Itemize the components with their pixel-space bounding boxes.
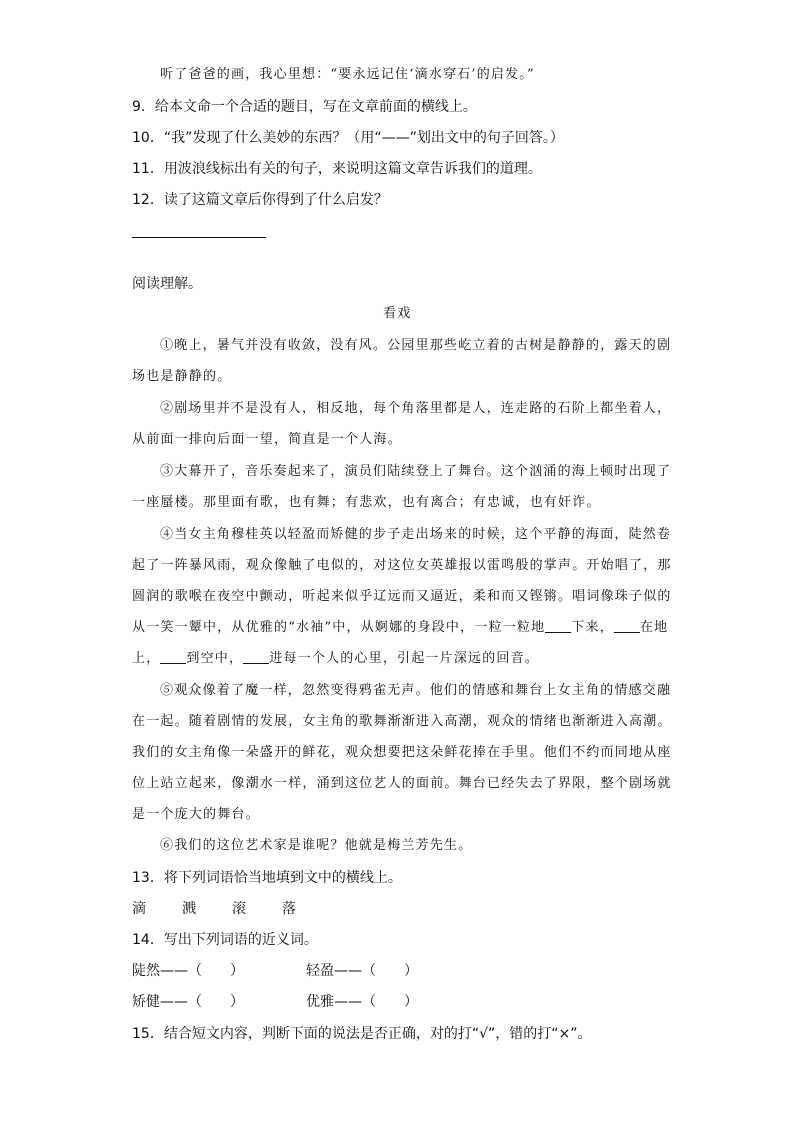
text-segment: 下来， — [571, 620, 614, 635]
article-title: 看戏 — [383, 306, 412, 321]
word-bank — [132, 899, 296, 919]
question-15: 15．结合短文内容，判断下面的说法是否正确，对的打“√”，错的打“×”。 — [132, 1026, 592, 1042]
paragraph-line: 场也是静静的。 — [132, 369, 232, 384]
paragraph-line: ⑥我们的这位艺术家是谁呢？他就是梅兰芳先生。 — [160, 838, 473, 853]
paragraph-line: 位上站立起来，像潮水一样，涌到这位艺人的面前。舞台已经失去了界限，整个剧场就 — [132, 776, 672, 791]
text-segment: 上， — [132, 651, 161, 666]
paragraph-line: 在一起。随着剧情的发展，女主角的歌舞渐渐进入高潮，观众的情绪也渐渐进入高潮。 — [132, 714, 672, 729]
paragraph-line: 圆润的歌喉在夜空中颤动，听起来似乎辽远而又逼近，柔和而又铿锵。唱词像珠子似的 — [132, 589, 672, 604]
fill-blank[interactable] — [545, 618, 571, 633]
word-option: 滴 — [132, 901, 146, 917]
synonym-row — [132, 992, 418, 1012]
synonym-row — [132, 961, 418, 981]
synonym-item[interactable]: 陡然——（ ） — [132, 963, 244, 979]
text-segment: 到空中， — [186, 651, 244, 666]
synonym-item[interactable]: 优雅——（ ） — [306, 994, 418, 1010]
paragraph-line: 我们的女主角像一朵盛开的鲜花，观众想要把这朵鲜花捧在手里。他们不约而同地从座 — [132, 745, 672, 760]
text-segment: 进每一个人的心里，引起一片深远的回音。 — [269, 651, 540, 666]
section-heading: 阅读理解。 — [132, 276, 202, 292]
text-segment: 从一笑一颦中，从优雅的“水袖”中，从婀娜的身段中，一粒一粒地 — [132, 620, 546, 635]
paragraph-line: ③大幕开了，音乐奏起来了，演员们陆续登上了舞台。这个汹涌的海上顿时出现了 — [160, 464, 672, 479]
word-option: 滚 — [232, 901, 246, 917]
text-segment: 在地 — [639, 620, 669, 635]
paragraph-line: 起了一阵暴风雨，观众像触了电似的，对这位女英雄报以雷鸣般的掌声。开始唱了，那 — [132, 558, 672, 573]
synonym-item[interactable]: 轻盈——（ ） — [306, 963, 418, 979]
question-9: 9．给本文命一个合适的题目，写在文章前面的横线上。 — [132, 99, 477, 115]
paragraph-line-with-blanks — [132, 618, 668, 638]
question-12: 12．读了这篇文章后你得到了什么启发？ — [132, 192, 388, 208]
question-13: 13．将下列词语恰当地填到文中的横线上。 — [132, 870, 402, 886]
text-line: 听了爸爸的画，我心里想：“要永远记住‘滴水穿石’的启发。” — [160, 67, 535, 82]
paragraph-line: 一座蜃楼。那里面有歌，也有舞；有悲欢，也有离合；有忠诚，也有奸诈。 — [132, 495, 601, 510]
question-14: 14．写出下列词语的近义词。 — [132, 932, 318, 948]
question-10: 10．“我”发现了什么美妙的东西？（用“——”划出文中的句子回答。） — [132, 130, 564, 146]
paragraph-line-with-blanks — [132, 649, 539, 669]
fill-blank[interactable] — [160, 649, 186, 664]
answer-line — [132, 237, 266, 238]
fill-blank[interactable] — [614, 618, 640, 633]
question-11: 11．用波浪线标出有关的句子，来说明这篇文章告诉我们的道理。 — [132, 161, 542, 177]
paragraph-line: ④当女主角穆桂英以轻盈而矫健的步子走出场来的时候，这个平静的海面，陡然卷 — [160, 527, 672, 542]
paragraph-line: ①晚上，暑气并没有收敛，没有风。公园里那些屹立着的古树是静静的，露天的剧 — [160, 338, 672, 353]
synonym-item[interactable]: 矫健——（ ） — [132, 994, 244, 1010]
word-option: 溅 — [182, 901, 196, 917]
paragraph-line: ⑤观众像着了魔一样，忽然变得鸦雀无声。他们的情感和舞台上女主角的情感交融 — [160, 683, 672, 698]
word-option: 落 — [282, 901, 296, 917]
paragraph-line: ②剧场里并不是没有人，相反地，每个角落里都是人，连走路的石阶上都坐着人， — [160, 401, 672, 416]
fill-blank[interactable] — [243, 649, 269, 664]
paragraph-line: 是一个庞大的舞台。 — [132, 807, 260, 822]
paragraph-line: 从前面一排向后面一望，简直是一个人海。 — [132, 432, 402, 447]
